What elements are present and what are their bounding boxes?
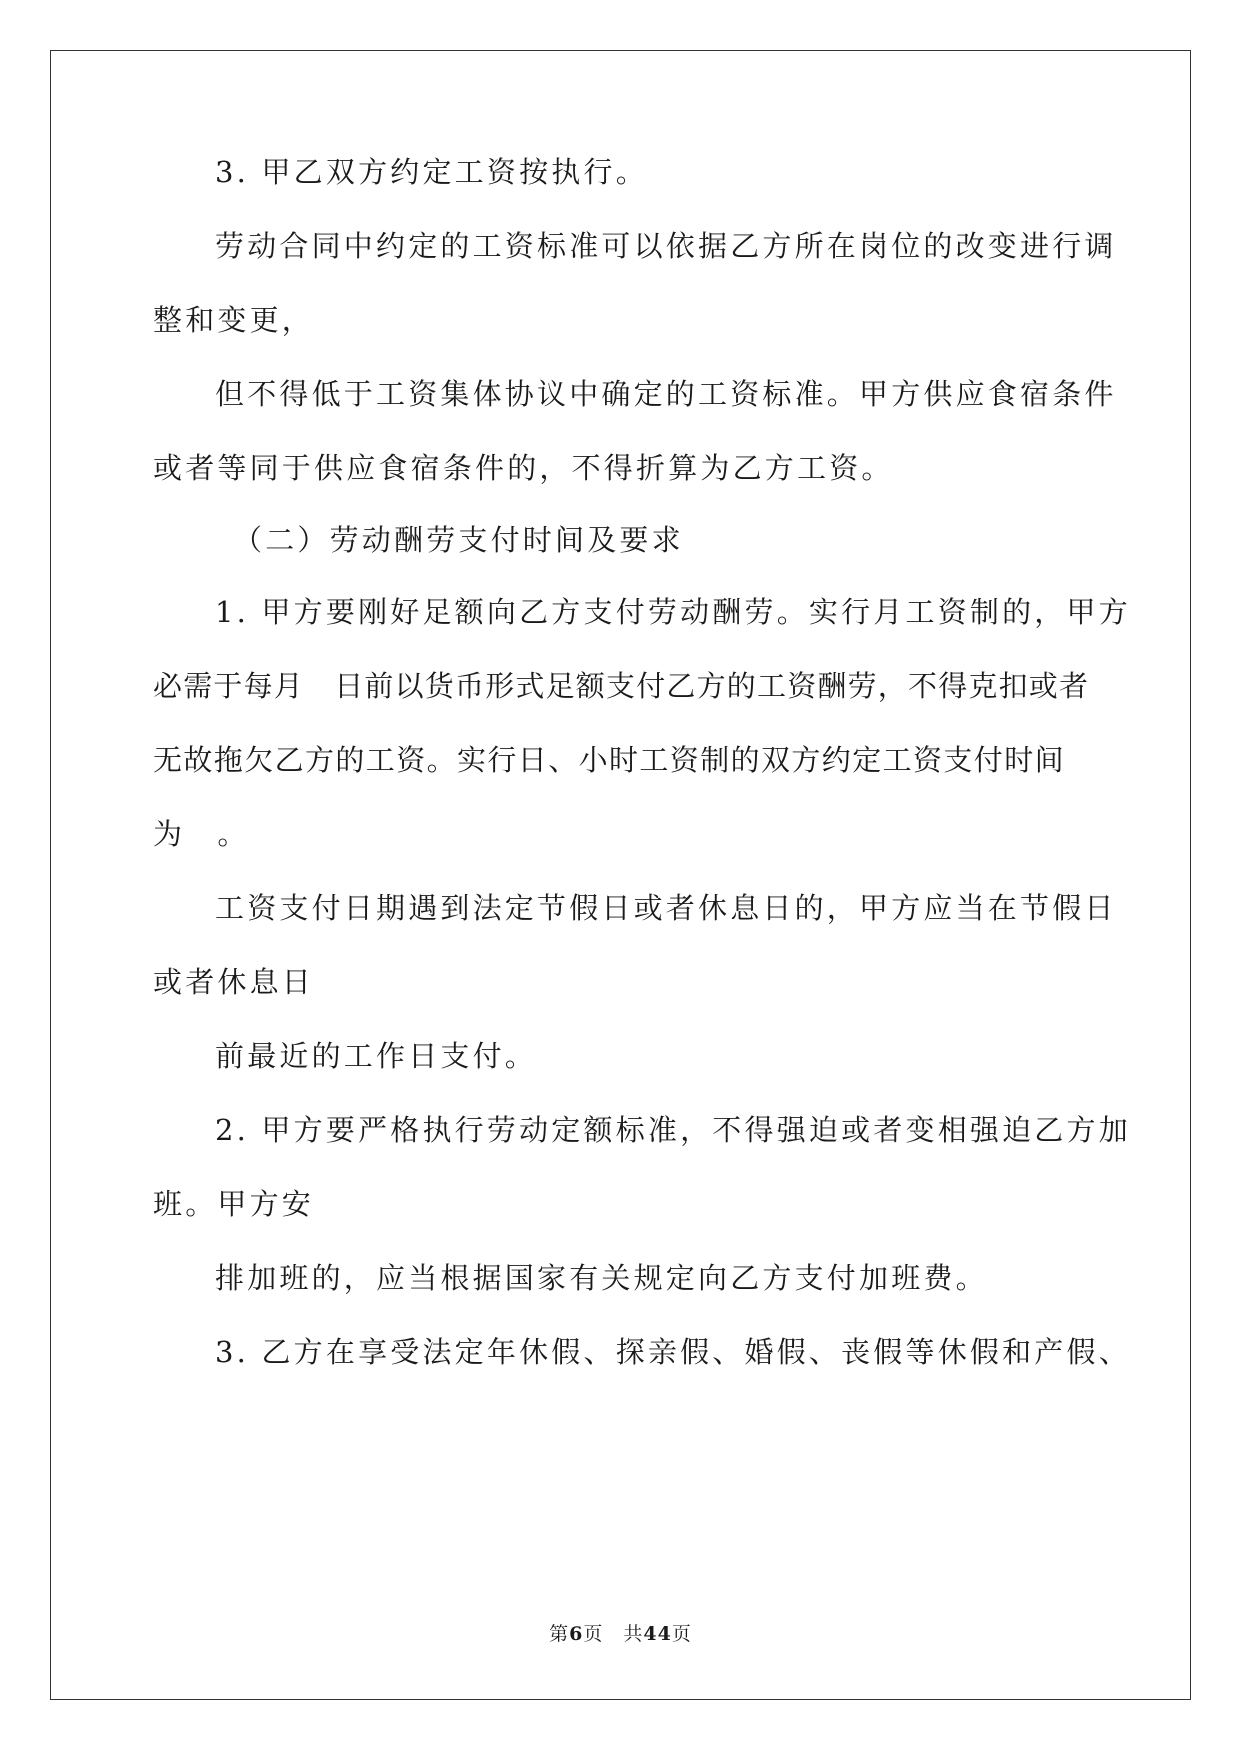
footer-suffix: 页 bbox=[671, 1623, 692, 1645]
paragraph-line: 必需于每月 日前以货币形式足额支付乙方的工资酬劳，不得克扣或者 bbox=[153, 669, 1090, 703]
footer-mid: 页 共 bbox=[583, 1623, 644, 1645]
page-footer bbox=[0, 1622, 1241, 1646]
paragraph-line: 劳动合同中约定的工资标准可以依据乙方所在岗位的改变进行调 bbox=[215, 229, 1117, 263]
paragraph-line: 前最近的工作日支付。 bbox=[215, 1039, 538, 1073]
paragraph-line: 整和变更， bbox=[153, 303, 315, 337]
paragraph-line: 或者等同于供应食宿条件的，不得折算为乙方工资。 bbox=[153, 451, 894, 485]
paragraph-line: 工资支付日期遇到法定节假日或者休息日的，甲方应当在节假日 bbox=[215, 891, 1117, 925]
paragraph-line: 班。甲方安 bbox=[153, 1187, 315, 1221]
paragraph-line: 3. 乙方在享受法定年休假、探亲假、婚假、丧假等休假和产假、 bbox=[215, 1335, 1131, 1369]
total-pages: 44 bbox=[643, 1623, 672, 1645]
paragraph-line: 1. 甲方要刚好足额向乙方支付劳动酬劳。实行月工资制的，甲方 bbox=[215, 595, 1131, 629]
section-heading: （二）劳动酬劳支付时间及要求 bbox=[233, 523, 684, 557]
paragraph-line: 但不得低于工资集体协议中确定的工资标准。甲方供应食宿条件 bbox=[215, 377, 1117, 411]
page-number: 6 bbox=[569, 1623, 584, 1645]
page-border bbox=[50, 50, 1191, 1700]
paragraph-line: 为 。 bbox=[153, 817, 250, 851]
footer-prefix: 第 bbox=[549, 1623, 570, 1645]
paragraph-line: 3. 甲乙双方约定工资按执行。 bbox=[215, 155, 648, 189]
paragraph-line: 或者休息日 bbox=[153, 965, 315, 999]
paragraph-line: 无故拖欠乙方的工资。实行日、小时工资制的双方约定工资支付时间 bbox=[153, 743, 1066, 777]
paragraph-line: 2. 甲方要严格执行劳动定额标准，不得强迫或者变相强迫乙方加 bbox=[215, 1113, 1131, 1147]
paragraph-line: 排加班的，应当根据国家有关规定向乙方支付加班费。 bbox=[215, 1261, 988, 1295]
